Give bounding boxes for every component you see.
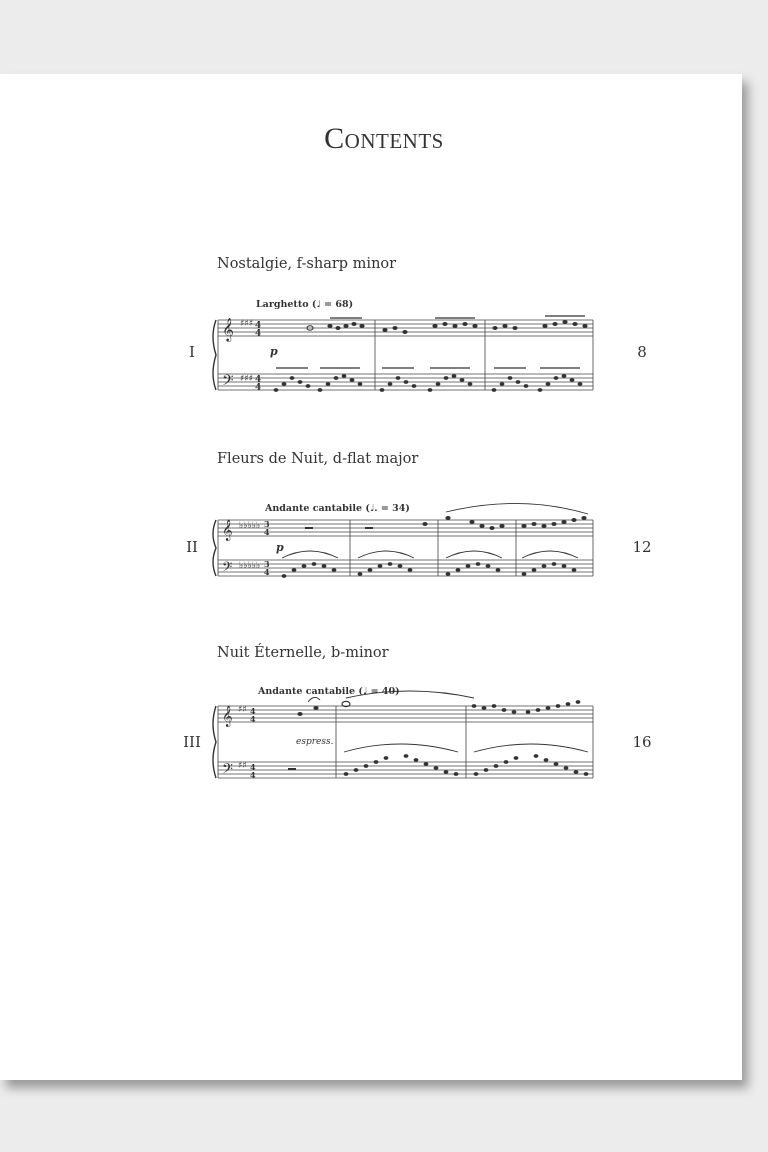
entry-2-score-excerpt — [210, 498, 600, 588]
entry-2-tempo: Andante cantabile (♩. = 34) — [265, 503, 410, 514]
svg-text:𝄢: 𝄢 — [222, 372, 234, 393]
entry-1-tempo: Larghetto (♩ = 68) — [256, 299, 354, 310]
entry-3-title[interactable]: Nuit Éternelle, b-minor — [217, 645, 389, 661]
entry-1-title[interactable]: Nostalgie, f-sharp minor — [217, 256, 397, 272]
entry-1-page-number[interactable]: 8 — [637, 343, 647, 361]
svg-text:𝄞: 𝄞 — [222, 317, 234, 341]
svg-text:4: 4 — [250, 762, 256, 772]
entry-3-page-number[interactable]: 16 — [632, 733, 652, 751]
svg-text:♭♭♭♭♭: ♭♭♭♭♭ — [239, 521, 261, 531]
entry-3-expression: espress. — [296, 737, 334, 747]
svg-text:4: 4 — [250, 706, 256, 716]
svg-text:♯♯♯: ♯♯♯ — [240, 374, 254, 384]
entry-3-tempo: Andante cantabile (♩ = 40) — [258, 686, 400, 697]
svg-text:𝄢: 𝄢 — [222, 761, 233, 781]
svg-text:4: 4 — [255, 375, 262, 385]
entry-2-numeral: II — [186, 538, 198, 556]
entry-3-numeral: III — [183, 733, 201, 751]
entry-2-title[interactable]: Fleurs de Nuit, d-flat major — [217, 451, 419, 467]
svg-text:4: 4 — [250, 714, 256, 724]
svg-text:4: 4 — [264, 567, 270, 577]
entry-1-score-excerpt — [210, 292, 600, 404]
svg-text:♭♭♭♭♭: ♭♭♭♭♭ — [239, 561, 261, 571]
svg-text:𝄞: 𝄞 — [222, 706, 233, 727]
svg-text:4: 4 — [255, 383, 262, 393]
svg-text:4: 4 — [255, 321, 262, 331]
svg-text:♯♯♯: ♯♯♯ — [240, 319, 254, 329]
svg-text:4: 4 — [250, 770, 256, 780]
svg-text:3: 3 — [264, 519, 270, 529]
entry-2-dynamic: p — [276, 541, 284, 554]
svg-text:♯♯: ♯♯ — [238, 705, 247, 715]
svg-text:𝄞: 𝄞 — [222, 520, 233, 541]
svg-text:3: 3 — [264, 559, 270, 569]
page-title: Contents — [324, 122, 444, 155]
entry-1-dynamic: p — [270, 345, 278, 358]
svg-text:4: 4 — [255, 329, 262, 339]
entry-1-numeral: I — [189, 343, 195, 361]
entry-2-page-number[interactable]: 12 — [632, 538, 652, 556]
svg-text:𝄢: 𝄢 — [222, 559, 233, 578]
svg-text:4: 4 — [264, 527, 270, 537]
svg-text:♯♯: ♯♯ — [238, 761, 247, 771]
entry-3-score-excerpt — [210, 682, 600, 794]
